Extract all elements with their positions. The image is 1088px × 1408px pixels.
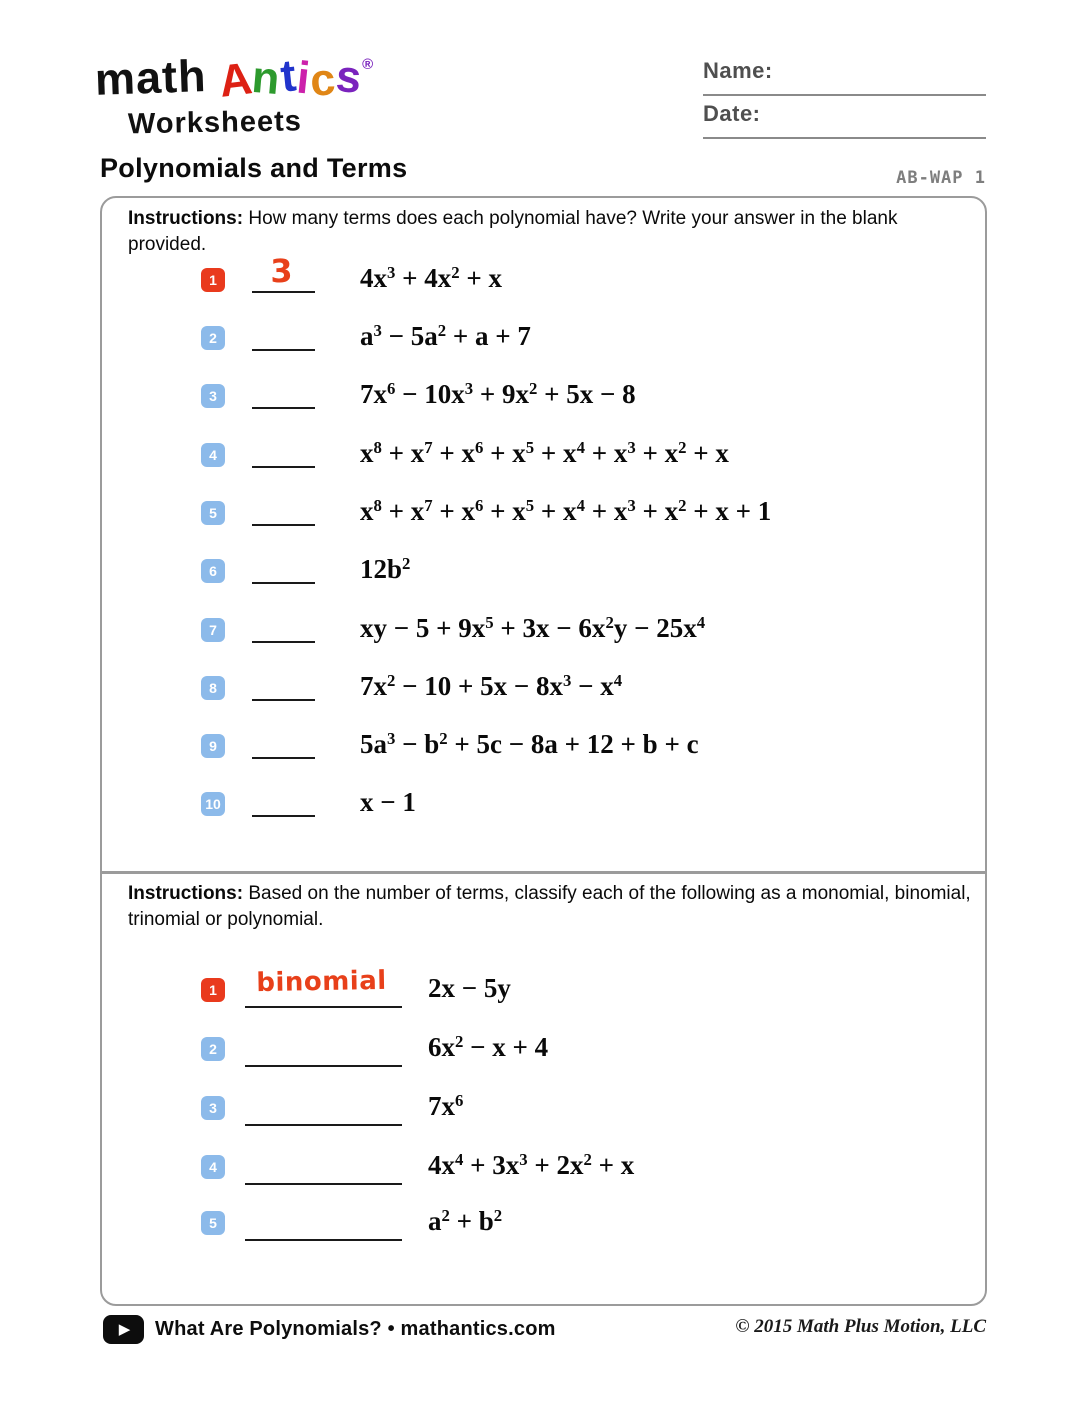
polynomial-expression: $6x^2 - x + 4$ — [428, 1032, 549, 1062]
problem-number-badge: 3 — [201, 384, 225, 408]
problem-number-badge: 3 — [201, 1096, 225, 1120]
problem-row-10 — [0, 787, 1088, 836]
math-antics-logo — [94, 49, 395, 141]
problem-number-badge: 5 — [201, 501, 225, 525]
problem-number-badge: 1 — [201, 268, 225, 292]
problem-row-7 — [0, 613, 1088, 662]
instructions-label: Instructions: — [128, 208, 244, 229]
polynomial-expression: $a^3 - 5a^2 + a + 7$ — [360, 321, 531, 351]
polynomial-expression: xy − $5 + 9x^5 + 3x - 6x^2y - 25x^4$ — [360, 613, 706, 643]
name-label: Name: — [703, 58, 773, 83]
answer-blank[interactable] — [252, 318, 315, 351]
classify-row-3 — [0, 1091, 1088, 1140]
polynomial-expression: 2x − 5y — [428, 973, 511, 1003]
polynomial-expression: $7x^6$ — [428, 1091, 464, 1121]
answer-blank[interactable] — [245, 1207, 402, 1241]
answer-blank[interactable] — [252, 668, 315, 701]
polynomial-expression: $x^8 + x^7 + x^6 + x^5 + x^4 + x^3 + x^2 + x$ — [360, 438, 729, 468]
problem-row-4 — [0, 438, 1088, 487]
polynomial-expression: $7x^6 - 10x^3 + 9x^2 + 5x - 8$ — [360, 379, 636, 409]
name-input-line[interactable] — [703, 94, 986, 96]
play-icon: ▶ — [118, 1320, 131, 1338]
polynomial-expression: $4x^4 + 3x^3 + 2x^2 + x$ — [428, 1150, 635, 1180]
answer-blank[interactable] — [252, 493, 315, 526]
answer-blank[interactable] — [252, 260, 315, 293]
answer-blank[interactable] — [245, 974, 402, 1008]
section-divider — [100, 871, 987, 874]
section1-instructions — [128, 206, 968, 257]
handwritten-answer: binomial — [256, 965, 387, 999]
problem-row-8 — [0, 671, 1088, 720]
problem-number-badge: 8 — [201, 676, 225, 700]
copyright-text: © 2015 Math Plus Motion, LLC — [735, 1316, 986, 1337]
date-field-row — [703, 101, 986, 135]
name-field-row — [703, 58, 986, 92]
section2-instructions — [128, 881, 976, 932]
classify-row-5 — [0, 1206, 1088, 1255]
polynomial-expression: $4x^3 + 4x^2 + x$ — [360, 263, 503, 293]
logo-word-antics: Antics — [215, 49, 365, 107]
problem-row-3 — [0, 379, 1088, 428]
footer-video-link[interactable] — [103, 1314, 556, 1344]
answer-blank[interactable] — [245, 1151, 402, 1185]
answer-blank[interactable] — [245, 1092, 402, 1126]
problem-row-5 — [0, 496, 1088, 545]
answer-blank[interactable] — [252, 435, 315, 468]
logo-wordmark — [94, 49, 395, 107]
problem-row-9 — [0, 729, 1088, 778]
problem-number-badge: 5 — [201, 1211, 225, 1235]
polynomial-expression: $12b^2$ — [360, 554, 411, 584]
date-label: Date: — [703, 101, 761, 126]
polynomial-expression: x − 1 — [360, 787, 416, 817]
answer-blank[interactable] — [252, 376, 315, 409]
answer-blank[interactable] — [252, 610, 315, 643]
instructions-label: Instructions: — [128, 883, 244, 904]
footer-video-title: What Are Polynomials? • mathantics.com — [155, 1317, 556, 1340]
problem-number-badge: 4 — [201, 443, 225, 467]
handwritten-answer: 3 — [270, 251, 293, 291]
problem-row-1 — [0, 251, 1088, 312]
polynomial-expression: $a^2 + b^2$ — [428, 1206, 503, 1236]
polynomial-expression: $x^8 + x^7 + x^6 + x^5 + x^4 + x^3 + x^2 + x + 1$ — [360, 496, 772, 526]
logo-word-math: math — [94, 50, 208, 105]
logo-subtitle: Worksheets — [127, 105, 303, 141]
problem-row-6 — [0, 554, 1088, 603]
page-title: Polynomials and Terms — [100, 153, 408, 183]
problem-row-2 — [0, 321, 1088, 370]
instructions-text: How many terms does each polynomial have? Write your answer in the blank provided. — [128, 208, 898, 255]
problem-number-badge: 7 — [201, 618, 225, 642]
answer-blank[interactable] — [252, 784, 315, 817]
problem-number-badge: 9 — [201, 734, 225, 758]
problem-number-badge: 4 — [201, 1155, 225, 1179]
problem-number-badge: 6 — [201, 559, 225, 583]
problem-number-badge: 2 — [201, 326, 225, 350]
answer-blank[interactable] — [245, 1033, 402, 1067]
answer-blank[interactable] — [252, 551, 315, 584]
registered-trademark-icon: ® — [362, 56, 375, 73]
classify-row-4 — [0, 1150, 1088, 1199]
worksheet-code: AB-WAP 1 — [896, 168, 986, 188]
problem-number-badge: 1 — [201, 978, 225, 1002]
date-input-line[interactable] — [703, 137, 986, 139]
polynomial-expression: $5a^3 - b^2 + 5c - 8a + 12 + b + c$ — [360, 729, 699, 759]
classify-row-2 — [0, 1032, 1088, 1081]
play-button[interactable] — [103, 1315, 144, 1344]
problem-number-badge: 2 — [201, 1037, 225, 1061]
problem-number-badge: 10 — [201, 792, 225, 816]
answer-blank[interactable] — [252, 726, 315, 759]
classify-row-1 — [0, 965, 1088, 1022]
polynomial-expression: $7x^2 - 10 + 5x - 8x^3 - x^4$ — [360, 671, 623, 701]
instructions-text: Based on the number of terms, classify each of the following as a monomial, binomial, trinomial or polynomial. — [128, 883, 971, 930]
